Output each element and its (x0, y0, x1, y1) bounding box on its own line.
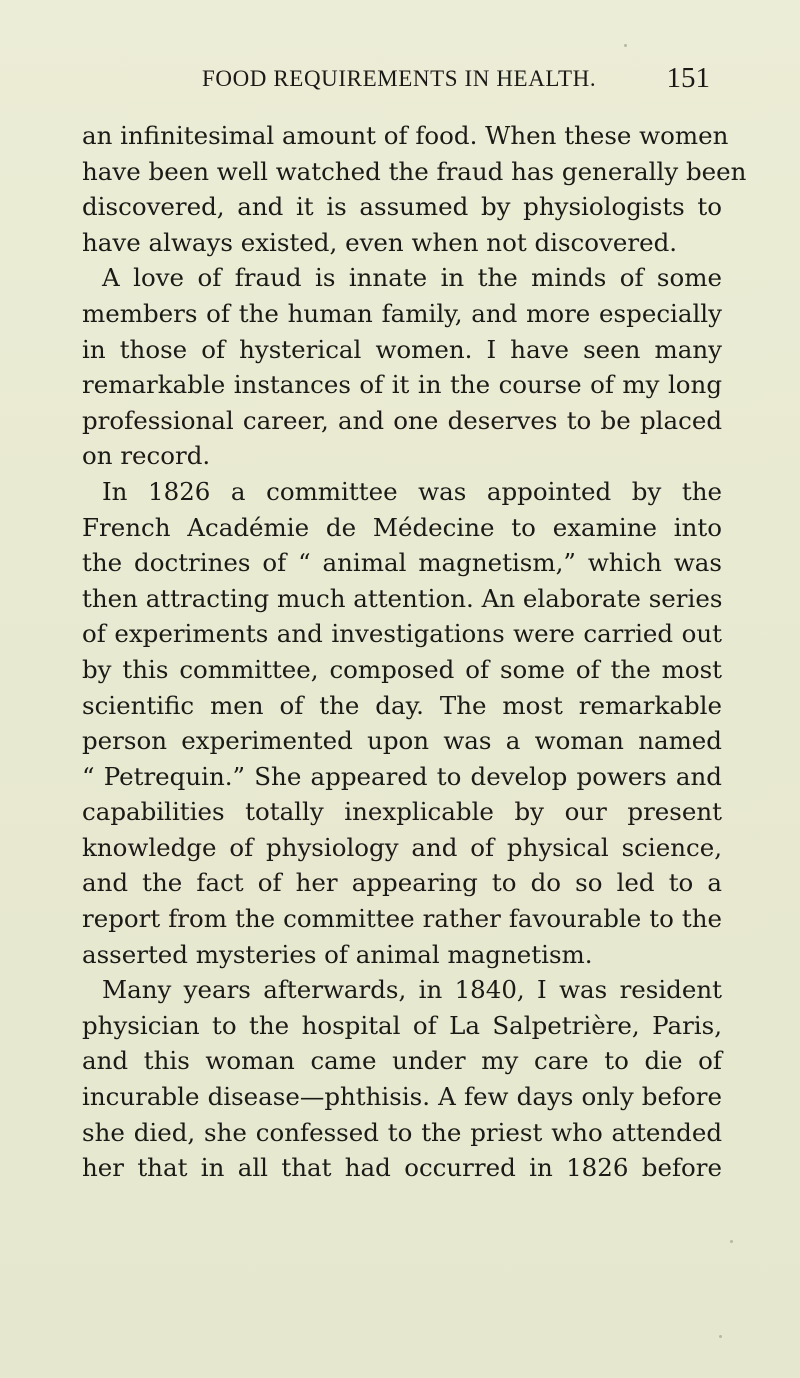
text-line: French Académie de Médecine to examine into (82, 512, 722, 542)
text-line: knowledge of physiology and of physical science, (82, 832, 722, 862)
text-line: her that in all that had occurred in 1826 before (82, 1153, 722, 1183)
text-line: discovered, and it is assumed by physiologists to (82, 192, 722, 222)
text-line: and this woman came under my care to die of (82, 1046, 722, 1076)
paper-speck (730, 1240, 733, 1243)
text-line: in those of hysterical women. I have seen many (82, 334, 722, 364)
running-head: FOOD REQUIREMENTS IN HEALTH. (202, 66, 597, 91)
text-line: physician to the hospital of La Salpetrière, Paris, (82, 1010, 722, 1040)
text-line: report from the committee rather favourable to the (82, 904, 722, 934)
text-line: “ Petrequin.” She appeared to develop powers and (82, 761, 722, 791)
text-line: on record. (82, 441, 211, 471)
text-line: she died, she confessed to the priest who attended (82, 1117, 722, 1147)
text-line: professional career, and one deserves to be placed (82, 405, 722, 435)
text-line: capabilities totally inexplicable by our present (82, 797, 722, 827)
text-line: person experimented upon was a woman named (82, 726, 722, 756)
paper-speck (624, 44, 627, 47)
page-header (190, 62, 720, 102)
text-line: remarkable instances of it in the course of my long (82, 370, 722, 400)
text-line: have always existed, even when not discovered. (82, 227, 678, 257)
text-line: have been well watched the fraud has generally been (82, 156, 747, 186)
paper-speck (719, 1335, 722, 1338)
text-line: A love of fraud is innate in the minds of some (102, 263, 722, 293)
text-line: and the fact of her appearing to do so led to a (82, 868, 722, 898)
text-line: incurable disease—phthisis. A few days only before (82, 1082, 722, 1112)
text-line: by this committee, composed of some of the most (82, 654, 722, 684)
text-line: asserted mysteries of animal magnetism. (82, 939, 593, 969)
text-line: of experiments and investigations were carried out (82, 619, 722, 649)
text-line: members of the human family, and more especially (82, 298, 722, 328)
text-line: scientific men of the day. The most remarkable (82, 690, 722, 720)
body-text (82, 118, 747, 1186)
text-line: an infinitesimal amount of food. When these women (82, 121, 729, 150)
text-line: Many years afterwards, in 1840, I was resident (102, 975, 722, 1005)
text-line: then attracting much attention. An elaborate series (82, 583, 723, 613)
page-number: 151 (666, 62, 710, 94)
text-line: the doctrines of “ animal magnetism,” which was (82, 548, 722, 578)
text-line: In 1826 a committee was appointed by the (102, 476, 722, 506)
